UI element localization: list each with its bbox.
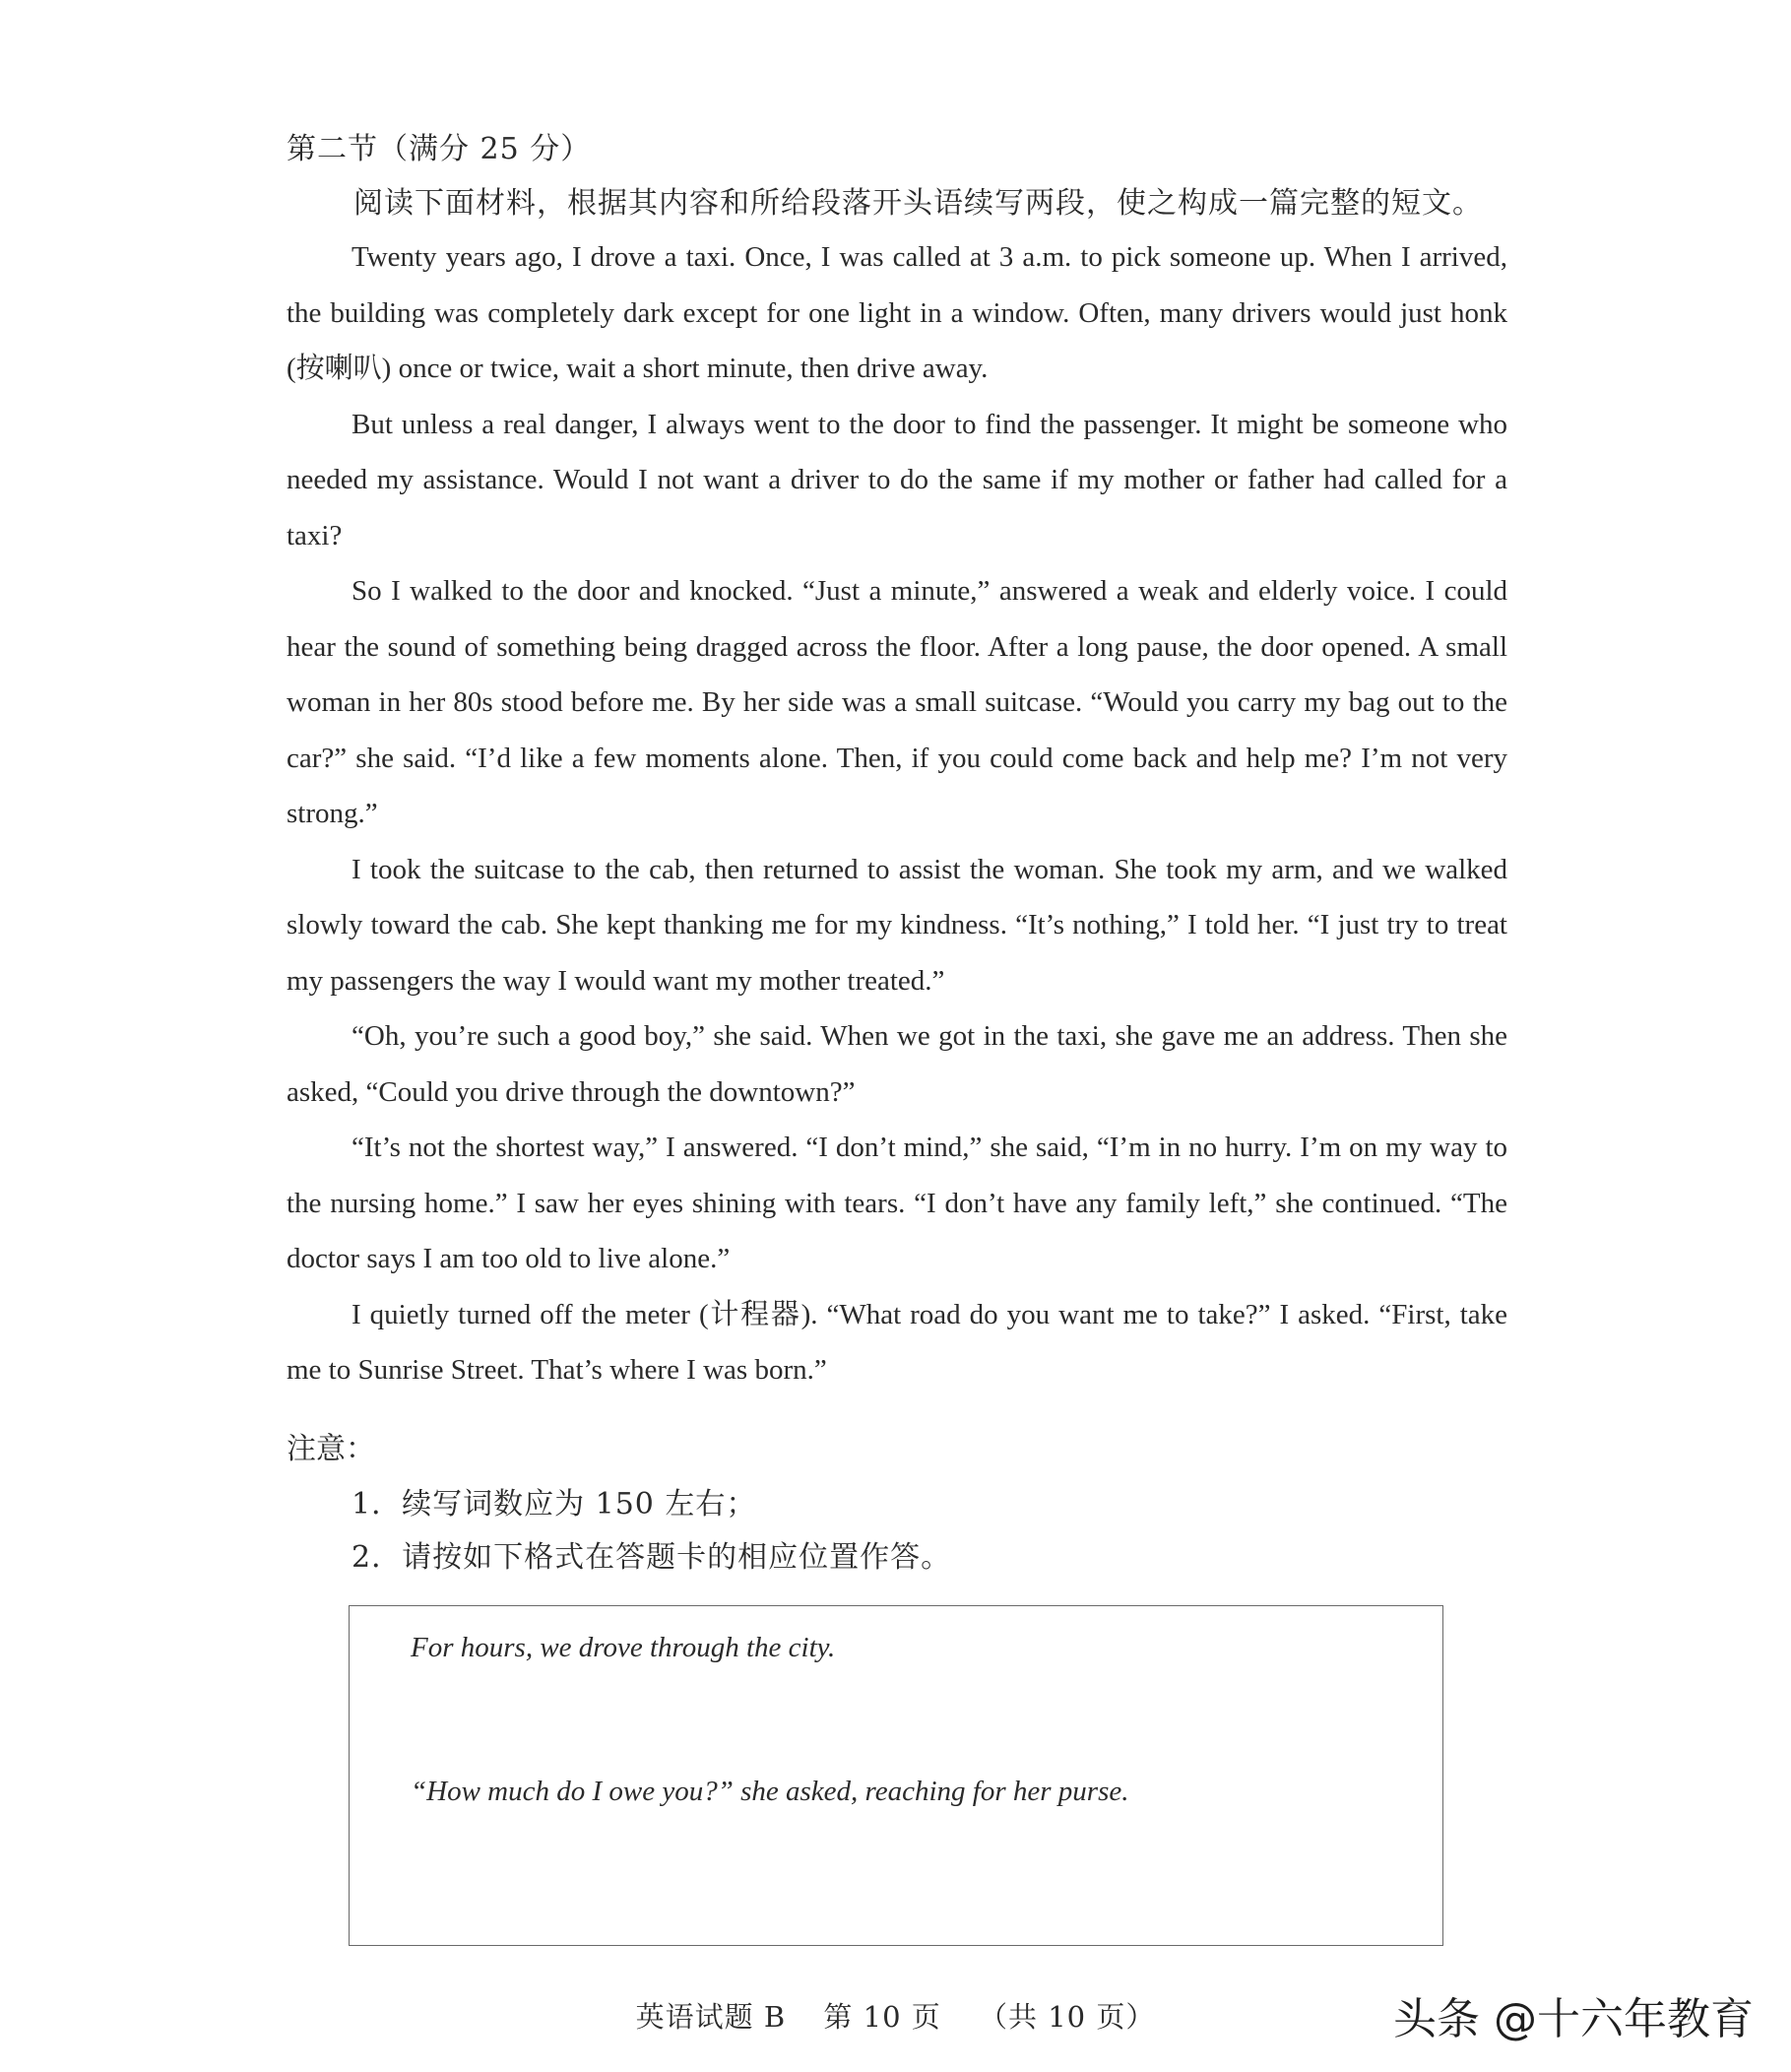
notice-item-format: 2．请按如下格式在答题卡的相应位置作答。 — [352, 1540, 952, 1575]
footer-page-number: 第 10 页 — [823, 2000, 941, 2034]
passage-paragraph: “It’s not the shortest way,” I answered. “I don’t mind,” she said, “I’m in no hurry. I’m on my way to the nursing home.” I saw her eyes shining with tears. “I don’t have any family left,” she continued. “The doctor says I am too old to live alone.” — [287, 1132, 1507, 1274]
instruction-text: 阅读下面材料，根据其内容和所给段落开头语续写两段，使之构成一篇完整的短文。 — [353, 186, 1483, 221]
footer-subject: 英语试题 B — [635, 2000, 787, 2034]
passage-paragraph: I quietly turned off the meter (计程器). “What road do you want me to take?” I asked. “First, take me to Sunrise Street. That’s where I was born.” — [287, 1298, 1507, 1386]
passage-paragraph: “Oh, you’re such a good boy,” she said. When we got in the taxi, she gave me an address. Then she asked, “Could you drive through the downtown?” — [287, 1020, 1507, 1108]
watermark: 头条 @十六年教育 — [1393, 1994, 1754, 2044]
passage-paragraph: Twenty years ago, I drove a taxi. Once, I was called at 3 a.m. to pick someone up. When I arrived, the building was completely dark except for one light in a window. Often, many drivers would just honk (按喇叭) once or twice, wait a short minute, then drive away. — [287, 241, 1507, 384]
continuation-opening-2: “How much do I owe you?” she asked, reaching for her purse. — [411, 1776, 1129, 1807]
passage-paragraph: So I walked to the door and knocked. “Just a minute,” answered a weak and elderly voice. I could hear the sound of something being dragged across the floor. After a long pause, the door opened. A small woman in her 80s stood before me. By her side was a small suitcase. “Would you carry my bag out to the car?” she said. “I’d like a few moments alone. Then, if you could come back and help me? I’m not very strong.” — [287, 575, 1507, 829]
notice-title: 注意： — [287, 1432, 375, 1466]
reading-passage — [287, 229, 1507, 1398]
continuation-opening-1: For hours, we drove through the city. — [411, 1632, 836, 1663]
passage-paragraph: But unless a real danger, I always went to the door to find the passenger. It might be someone who needed my assistance. Would I not want a driver to do the same if my mother or father had called for a taxi? — [287, 408, 1507, 551]
passage-paragraph: I took the suitcase to the cab, then returned to assist the woman. She took my arm, and we walked slowly toward the cab. She kept thanking me for my kindness. “It’s nothing,” I told her. “I just try to treat my passengers the way I would want my mother treated.” — [287, 853, 1507, 997]
section-title: 第二节（满分 25 分） — [287, 132, 592, 166]
notice-item-word-count: 1．续写词数应为 150 左右； — [352, 1487, 757, 1522]
answer-format-box — [349, 1605, 1443, 1946]
footer-total-pages: （共 10 页） — [978, 2000, 1156, 2034]
